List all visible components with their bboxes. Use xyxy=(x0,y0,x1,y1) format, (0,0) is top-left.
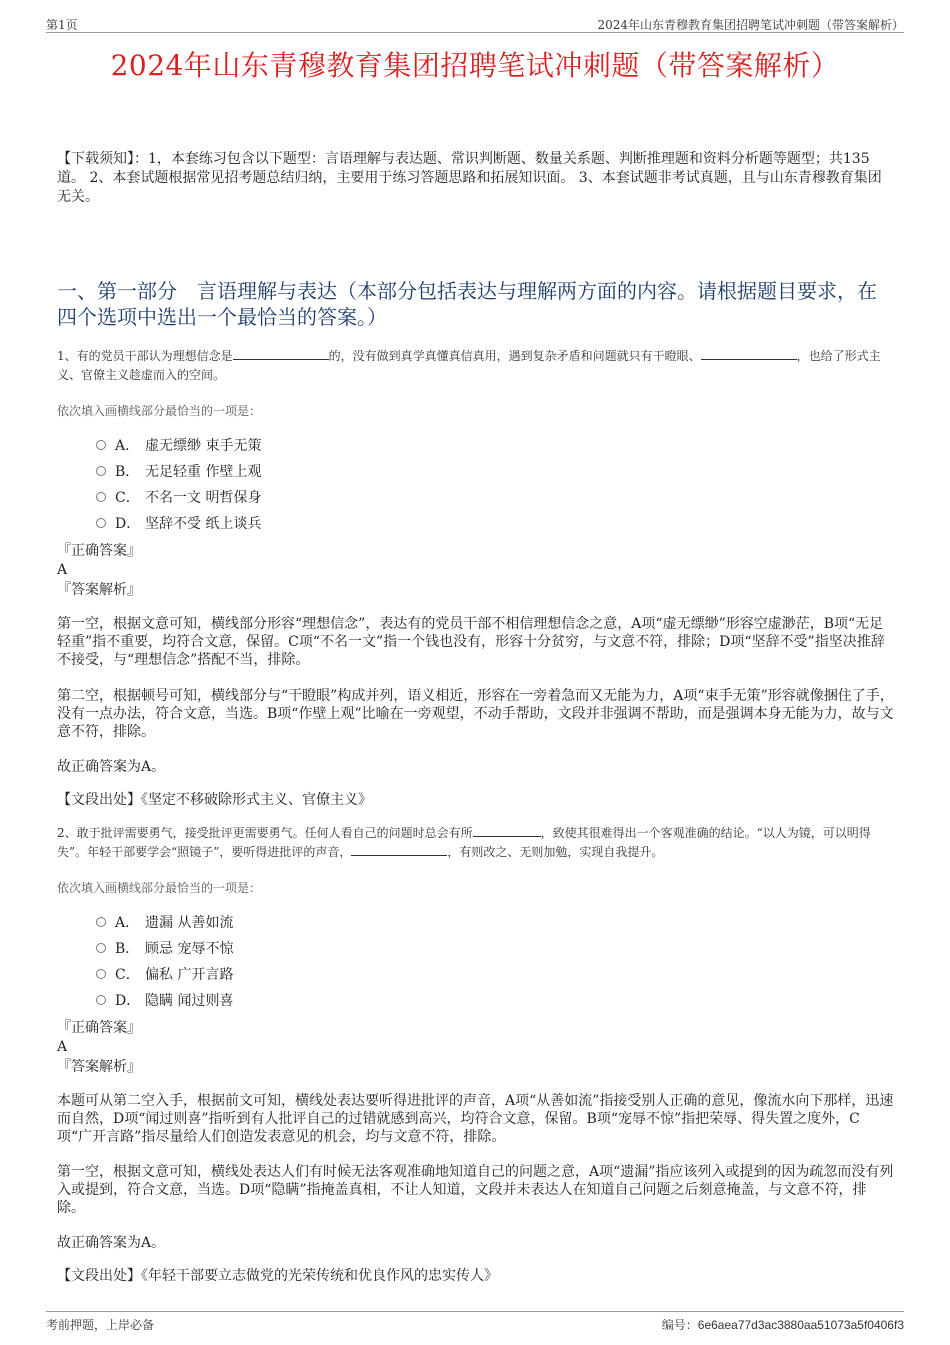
q2-prompt: 依次填入画横线部分最恰当的一项是： xyxy=(57,881,262,895)
question-2-stem xyxy=(57,824,894,862)
q2-option-c[interactable]: C． 偏私 广开言路 xyxy=(96,962,233,988)
page-number: 第1页 xyxy=(46,18,78,32)
q2-analysis-conclusion: 故正确答案为A。 xyxy=(57,1235,166,1251)
radio-icon[interactable] xyxy=(96,969,106,979)
q2-option-b[interactable]: B． 顾忌 宠辱不惊 xyxy=(96,936,233,962)
q1-options xyxy=(96,433,261,537)
radio-icon[interactable] xyxy=(96,466,106,476)
page-title: 2024年山东青穆教育集团招聘笔试冲刺题（带答案解析） xyxy=(110,49,840,82)
q2-answer-label: 『正确答案』 xyxy=(57,1020,141,1036)
q2-analysis-p2: 第一空，根据文意可知，横线处表达人们有时候无法客观准确地知道自己的问题之意，A项“遗漏”指应该列入或提到的因为疏忽而没有列入或提到，符合文意，当选。D项“隐瞒”指掩盖真相，不让人知道，文段并未表达人在知道自己问题之后刻意掩盖，与文意不符，排除。 xyxy=(57,1164,894,1216)
q1-option-b[interactable]: B． 无足轻重 作壁上观 xyxy=(96,459,261,485)
radio-icon[interactable] xyxy=(96,518,106,528)
download-notice: 【下载须知】：1，本套练习包含以下题型：言语理解与表达题、常识判断题、数量关系题、判断推理题和资料分析题等题型；共135道。 2、本套试题根据常见招考题总结归纳，主要用于练习答题思路和拓展知识面。 3、本套试题非考试真题，且与山东青穆教育集团无关。 xyxy=(57,151,882,205)
q2-blank-2 xyxy=(351,843,447,856)
radio-icon[interactable] xyxy=(96,943,106,953)
q2-option-d[interactable]: D． 隐瞒 闻过则喜 xyxy=(96,988,233,1014)
q2-blank-1 xyxy=(473,824,541,837)
header-doc-title: 2024年山东青穆教育集团招聘笔试冲刺题（带答案解析） xyxy=(597,18,904,32)
q1-text-c: ，也给了形式主义、官僚主义趁虚而入的空间。 xyxy=(57,349,881,382)
q1-answer-label: 『正确答案』 xyxy=(57,543,141,559)
q1-prompt: 依次填入画横线部分最恰当的一项是： xyxy=(57,404,262,418)
q1-option-d[interactable]: D． 坚辞不受 纸上谈兵 xyxy=(96,511,261,537)
q1-analysis-label: 『答案解析』 xyxy=(57,582,141,598)
question-1-stem xyxy=(57,347,894,385)
footer-code: 编号：6e6aea77d3ac3880aa51073a5f0406f3 xyxy=(661,1318,904,1332)
radio-icon[interactable] xyxy=(96,917,106,927)
q2-analysis-p1: 本题可从第二空入手，根据前文可知，横线处表达要听得进批评的声音，A项“从善如流”指接受别人正确的意见，像流水向下那样，迅速而自然，D项“闻过则喜”指听到有人批评自己的过错就感到高兴，均符合文意，保留。B项“宠辱不惊”指把荣辱、得失置之度外，C项“广开言路”指尽量给人们创造发表意见的机会，均与文意不符，排除。 xyxy=(57,1093,894,1145)
q2-answer: A xyxy=(57,1039,68,1055)
q1-analysis-p2: 第二空，根据顿号可知，横线部分与“干瞪眼”构成并列，语义相近，形容在一旁着急而又无能为力，A项“束手无策”形容就像捆住了手，没有一点办法，符合文意，当选。B项“作壁上观”比喻在一旁观望，不动手帮助，文段并非强调不帮助，而是强调本身无能为力，故与文意不符，排除。 xyxy=(57,688,894,740)
page-header xyxy=(46,14,904,33)
q1-analysis-conclusion: 故正确答案为A。 xyxy=(57,759,166,775)
q1-option-c[interactable]: C． 不名一文 明哲保身 xyxy=(96,485,261,511)
radio-icon[interactable] xyxy=(96,995,106,1005)
q1-source: 【文段出处】《坚定不移破除形式主义、官僚主义》 xyxy=(57,792,372,808)
q2-option-a[interactable]: A． 遗漏 从善如流 xyxy=(96,910,233,936)
q1-text-b: 的，没有做到真学真懂真信真用，遇到复杂矛盾和问题就只有干瞪眼、 xyxy=(328,349,701,363)
q1-answer: A xyxy=(57,562,68,578)
radio-icon[interactable] xyxy=(96,440,106,450)
footer-slogan: 考前押题，上岸必备 xyxy=(46,1318,155,1332)
q2-text-b: ，致使其很难得出一个客观准确的结论。“以人为镜，可以明得失”。年轻干部要学会“照镜子”，要听得进批评的声音， xyxy=(57,826,871,859)
q2-text-c: ，有则改之、无则加勉，实现自我提升。 xyxy=(447,845,664,859)
q1-text-a: 1、有的党员干部认为理想信念是 xyxy=(57,349,233,363)
q2-options xyxy=(96,910,233,1014)
q1-blank-1 xyxy=(233,347,329,360)
section-heading: 一、第一部分 言语理解与表达（本部分包括表达与理解两方面的内容。请根据题目要求，在四个选项中选出一个最恰当的答案。） xyxy=(57,279,877,329)
q2-analysis-label: 『答案解析』 xyxy=(57,1059,141,1075)
q2-text-a: 2、敢于批评需要勇气，接受批评更需要勇气。任何人看自己的问题时总会有所 xyxy=(57,826,473,840)
q1-analysis-p1: 第一空，根据文意可知，横线部分形容“理想信念”，表达有的党员干部不相信理想信念之意，A项“虚无缥缈”形容空虚渺茫，B项“无足轻重”指不重要，均符合文意，保留。C项“不名一文”指一个钱也没有，形容十分贫穷，与文意不符，排除；D项“坚辞不受”指坚决推辞不接受，与“理想信念”搭配不当，排除。 xyxy=(57,616,885,668)
q2-source: 【文段出处】《年轻干部要立志做党的光荣传统和优良作风的忠实传人》 xyxy=(57,1268,498,1284)
q1-option-a[interactable]: A． 虚无缥缈 束手无策 xyxy=(96,433,261,459)
page-footer xyxy=(46,1311,904,1334)
q1-blank-2 xyxy=(701,347,797,360)
radio-icon[interactable] xyxy=(96,492,106,502)
